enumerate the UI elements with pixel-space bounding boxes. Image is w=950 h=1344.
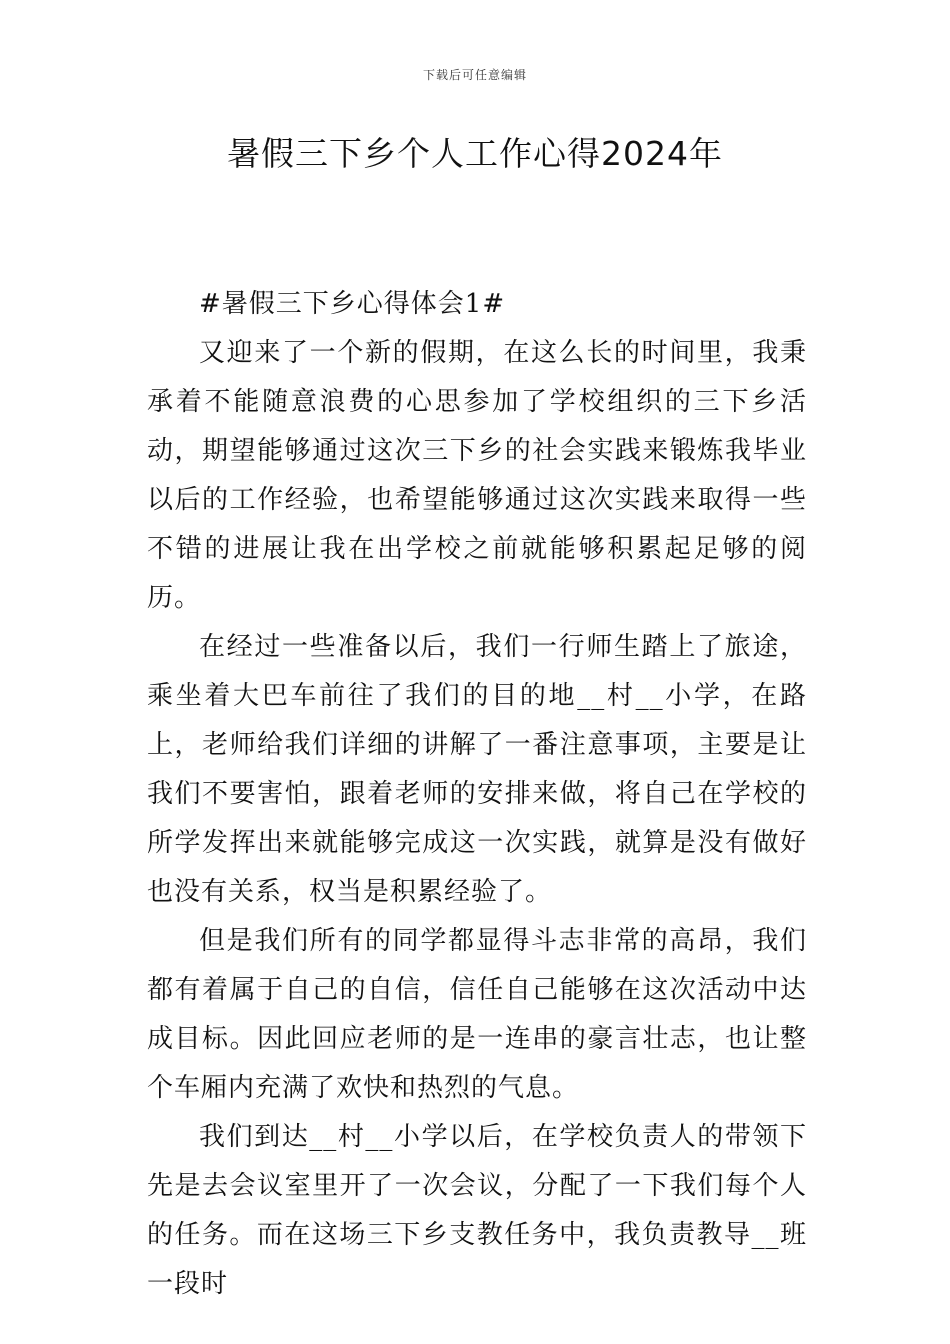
section-heading: #暑假三下乡心得体会1# (199, 289, 506, 319)
paragraph-2: 在经过一些准备以后，我们一行师生踏上了旅途，乘坐着大巴车前往了我们的目的地__村__小学，在路上，老师给我们详细的讲解了一番注意事项，主要是让我们不要害怕，跟着老师的安排来做，将自己在学校的所学发挥出来就能够完成这一次实践，就算是没有做好也没有关系，权当是积累经验了。 (147, 632, 807, 907)
paragraph-3: 但是我们所有的同学都显得斗志非常的高昂，我们都有着属于自己的自信，信任自己能够在这次活动中达成目标。因此回应老师的是一连串的豪言壮志，也让整个车厢内充满了欢快和热烈的气息。 (147, 926, 807, 1103)
paragraph-4: 我们到达__村__小学以后，在学校负责人的带领下先是去会议室里开了一次会议，分配了一下我们每个人的任务。而在这场三下乡支教任务中，我负责教导__班一段时 (147, 1122, 807, 1299)
header-note: 下载后可任意编辑 (422, 68, 527, 82)
document-title: 暑假三下乡个人工作心得2024年 (227, 134, 723, 173)
paragraph-1: 又迎来了一个新的假期，在这么长的时间里，我秉承着不能随意浪费的心思参加了学校组织的三下乡活动，期望能够通过这次三下乡的社会实践来锻炼我毕业以后的工作经验，也希望能够通过这次实践来取得一些不错的进展让我在出学校之前就能够积累起足够的阅历。 (147, 338, 807, 613)
document-body (147, 280, 807, 1309)
